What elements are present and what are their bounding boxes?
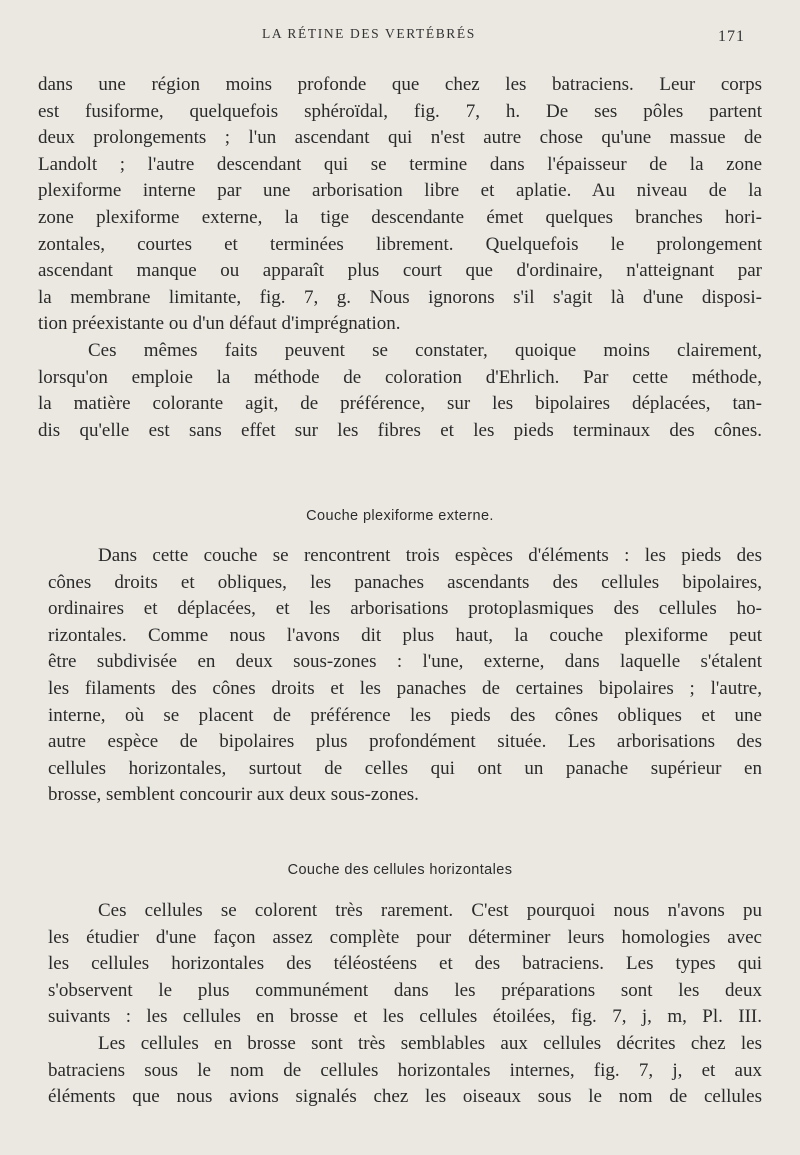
section-heading: Couche plexiforme externe. bbox=[306, 508, 494, 524]
text-line: lorsqu'on emploie la méthode de coloration d'Ehrlich. Par cette méthode, bbox=[38, 366, 762, 388]
running-title: LA RÉTINE DES VERTÉBRÉS bbox=[262, 26, 476, 41]
paragraph-3 bbox=[48, 543, 762, 809]
text-line: batraciens sous le nom de cellules horizontales internes, fig. 7, j, et aux bbox=[48, 1059, 762, 1081]
text-line: Les cellules en brosse sont très semblables aux cellules décrites chez les bbox=[98, 1032, 762, 1054]
text-line: être subdivisée en deux sous-zones : l'une, externe, dans laquelle s'étalent bbox=[48, 651, 762, 673]
paragraph-1 bbox=[38, 72, 762, 338]
text-line: Ces mêmes faits peuvent se constater, quoique moins clairement, bbox=[88, 339, 762, 361]
text-line: est fusiforme, quelquefois sphéroïdal, fig. 7, h. De ses pôles partent bbox=[38, 100, 762, 122]
text-line: dis qu'elle est sans effet sur les fibres et les pieds terminaux des cônes. bbox=[38, 419, 762, 441]
text-line: zone plexiforme externe, la tige descendante émet quelques branches hori- bbox=[38, 206, 762, 228]
text-block-bottom bbox=[48, 898, 762, 1111]
text-line: suivants : les cellules en brosse et les cellules étoilées, fig. 7, j, m, Pl. III. bbox=[48, 1006, 762, 1028]
text-line: dans une région moins profonde que chez les batraciens. Leur corps bbox=[38, 74, 762, 95]
paragraph-5 bbox=[48, 1031, 762, 1111]
text-block-top bbox=[38, 72, 762, 444]
text-line: Ces cellules se colorent très rarement. C'est pourquoi nous n'avons pu bbox=[98, 900, 762, 921]
page-number: 171 bbox=[718, 28, 745, 45]
text-block-middle bbox=[48, 543, 762, 809]
text-line: s'observent le plus communément dans les préparations sont les deux bbox=[48, 979, 762, 1001]
text-line: ordinaires et déplacées, et les arborisations protoplasmiques des cellules ho- bbox=[48, 598, 762, 620]
text-line: la membrane limitante, fig. 7, g. Nous ignorons s'il s'agit là d'une disposi- bbox=[38, 286, 762, 308]
text-line: Landolt ; l'autre descendant qui se termine dans l'épaisseur de la zone bbox=[38, 153, 762, 175]
text-line: zontales, courtes et terminées librement. Quelquefois le prolongement bbox=[38, 233, 762, 255]
text-line: les cellules horizontales des téléostéens et des batraciens. Les types qui bbox=[48, 953, 762, 975]
text-line: cellules horizontales, surtout de celles qui ont un panache supérieur en bbox=[48, 757, 762, 779]
text-line: interne, où se placent de préférence les pieds des cônes obliques et une bbox=[48, 704, 762, 726]
text-line: deux prolongements ; l'un ascendant qui n'est autre chose qu'une massue de bbox=[38, 127, 762, 149]
section-heading: Couche des cellules horizontales bbox=[287, 862, 513, 878]
text-line: tion préexistante ou d'un défaut d'imprégnation. bbox=[38, 313, 401, 335]
text-line: éléments que nous avions signalés chez les oiseaux sous le nom de cellules bbox=[48, 1086, 762, 1108]
text-line: les filaments des cônes droits et les panaches de certaines bipolaires ; l'autre, bbox=[48, 677, 762, 699]
text-line: cônes droits et obliques, les panaches ascendants des cellules bipolaires, bbox=[48, 571, 762, 593]
text-line: ascendant manque ou apparaît plus court que d'ordinaire, n'atteignant par bbox=[38, 260, 762, 282]
text-line: les étudier d'une façon assez complète pour déterminer leurs homologies avec bbox=[48, 926, 762, 948]
text-line: Dans cette couche se rencontrent trois espèces d'éléments : les pieds des bbox=[98, 545, 762, 566]
text-line: brosse, semblent concourir aux deux sous-zones. bbox=[48, 784, 419, 806]
paragraph-4 bbox=[48, 898, 762, 1031]
text-line: la matière colorante agit, de préférence, sur les bipolaires déplacées, tan- bbox=[38, 393, 762, 415]
text-line: rizontales. Comme nous l'avons dit plus haut, la couche plexiforme peut bbox=[48, 624, 762, 646]
text-line: autre espèce de bipolaires plus profondément située. Les arborisations des bbox=[48, 731, 762, 753]
text-line: plexiforme interne par une arborisation libre et aplatie. Au niveau de la bbox=[38, 180, 762, 202]
paragraph-2 bbox=[38, 338, 762, 444]
